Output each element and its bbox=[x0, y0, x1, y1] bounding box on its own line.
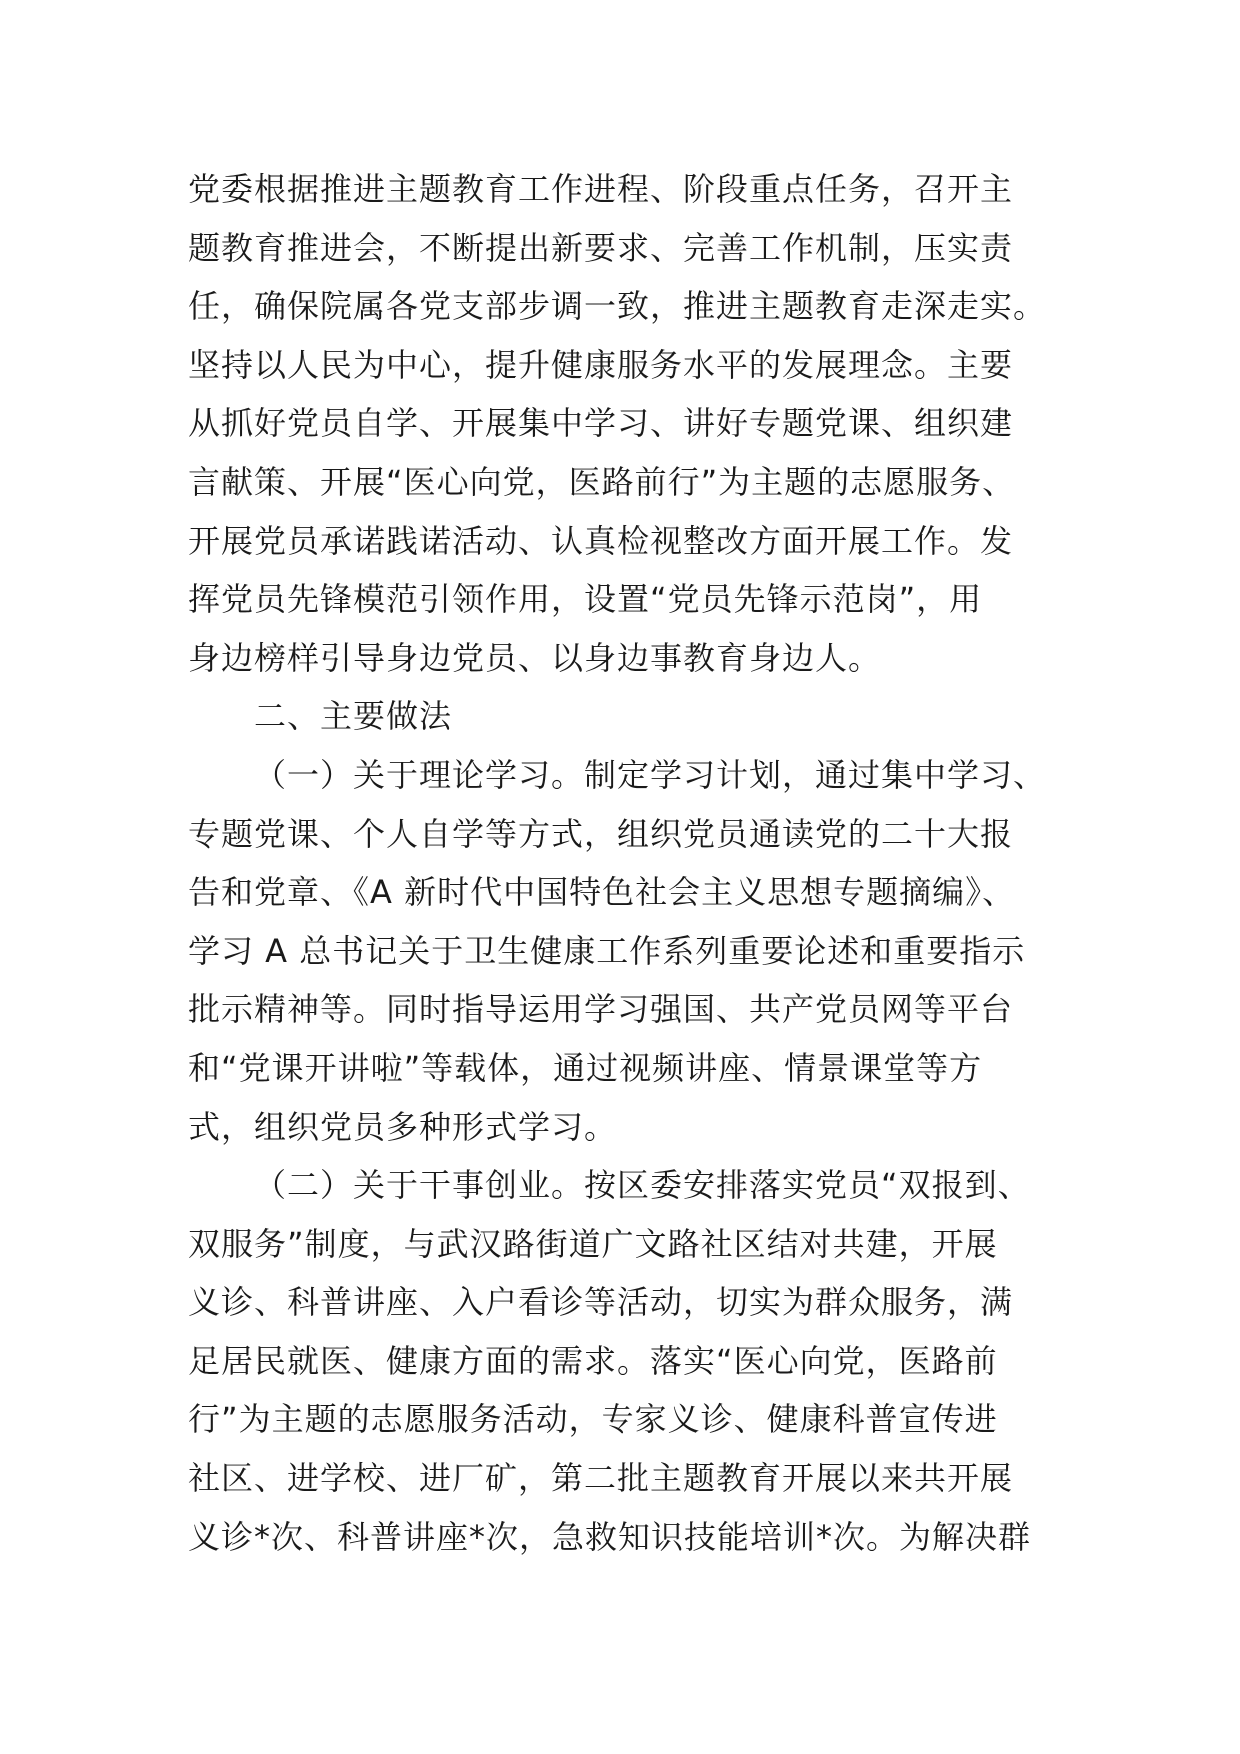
body-text-line: 足居民就医、健康方面的需求。落实“医心向党，医路前 bbox=[188, 1341, 998, 1380]
body-text-line: 和“党课开讲啦”等载体，通过视频讲座、情景课堂等方 bbox=[188, 1048, 983, 1087]
body-text-line: 挥党员先锋模范引领作用，设置“党员先锋示范岗”，用 bbox=[188, 580, 983, 619]
body-text-line: 从抓好党员自学、开展集中学习、讲好专题党课、组织建 bbox=[188, 404, 1014, 443]
body-text-line: 批示精神等。同时指导运用学习强国、共产党员网等平台 bbox=[188, 990, 1014, 1029]
subsection-heading-line: （一）关于理论学习。制定学习计划，通过集中学习、 bbox=[254, 755, 1047, 794]
body-text-line: 言献策、开展“医心向党，医路前行”为主题的志愿服务、 bbox=[188, 462, 1016, 501]
body-text-line: 专题党课、个人自学等方式，组织党员通读党的二十大报 bbox=[188, 814, 1014, 853]
body-text-line: 党委根据推进主题教育工作进程、阶段重点任务，召开主 bbox=[188, 170, 1014, 208]
body-text-line: 坚持以人民为中心，提升健康服务水平的发展理念。主要 bbox=[188, 345, 1014, 384]
body-text-line: 学习 A 总书记关于卫生健康工作系列重要论述和重要指示 bbox=[188, 931, 1026, 970]
body-text-line: 义诊*次、科普讲座*次，急救知识技能培训*次。为解决群 bbox=[188, 1517, 1032, 1556]
section-heading: 二、主要做法 bbox=[254, 697, 453, 736]
body-text-line: 任，确保院属各党支部步调一致，推进主题教育走深走实。 bbox=[188, 287, 1047, 326]
body-text-line: 义诊、科普讲座、入户看诊等活动，切实为群众服务，满 bbox=[188, 1283, 1014, 1322]
body-text-line: 双服务”制度，与武汉路街道广文路社区结对共建，开展 bbox=[188, 1224, 998, 1263]
body-text-line: 身边榜样引导身边党员、以身边事教育身边人。 bbox=[188, 638, 882, 677]
subsection-heading-line: （二）关于干事创业。按区委安排落实党员“双报到、 bbox=[254, 1166, 1031, 1205]
body-text-line: 式，组织党员多种形式学习。 bbox=[188, 1107, 618, 1146]
body-text-line: 题教育推进会，不断提出新要求、完善工作机制，压实责 bbox=[188, 228, 1014, 267]
body-text-line: 告和党章、《A 新时代中国特色社会主义思想专题摘编》、 bbox=[188, 873, 1016, 912]
body-text-line: 行”为主题的志愿服务活动，专家义诊、健康科普宣传进 bbox=[188, 1400, 998, 1439]
body-text-line: 社区、进学校、进厂矿，第二批主题教育开展以来共开展 bbox=[188, 1459, 1014, 1498]
body-text-line: 开展党员承诺践诺活动、认真检视整改方面开展工作。发 bbox=[188, 521, 1014, 560]
document-body-text bbox=[188, 160, 1068, 1566]
